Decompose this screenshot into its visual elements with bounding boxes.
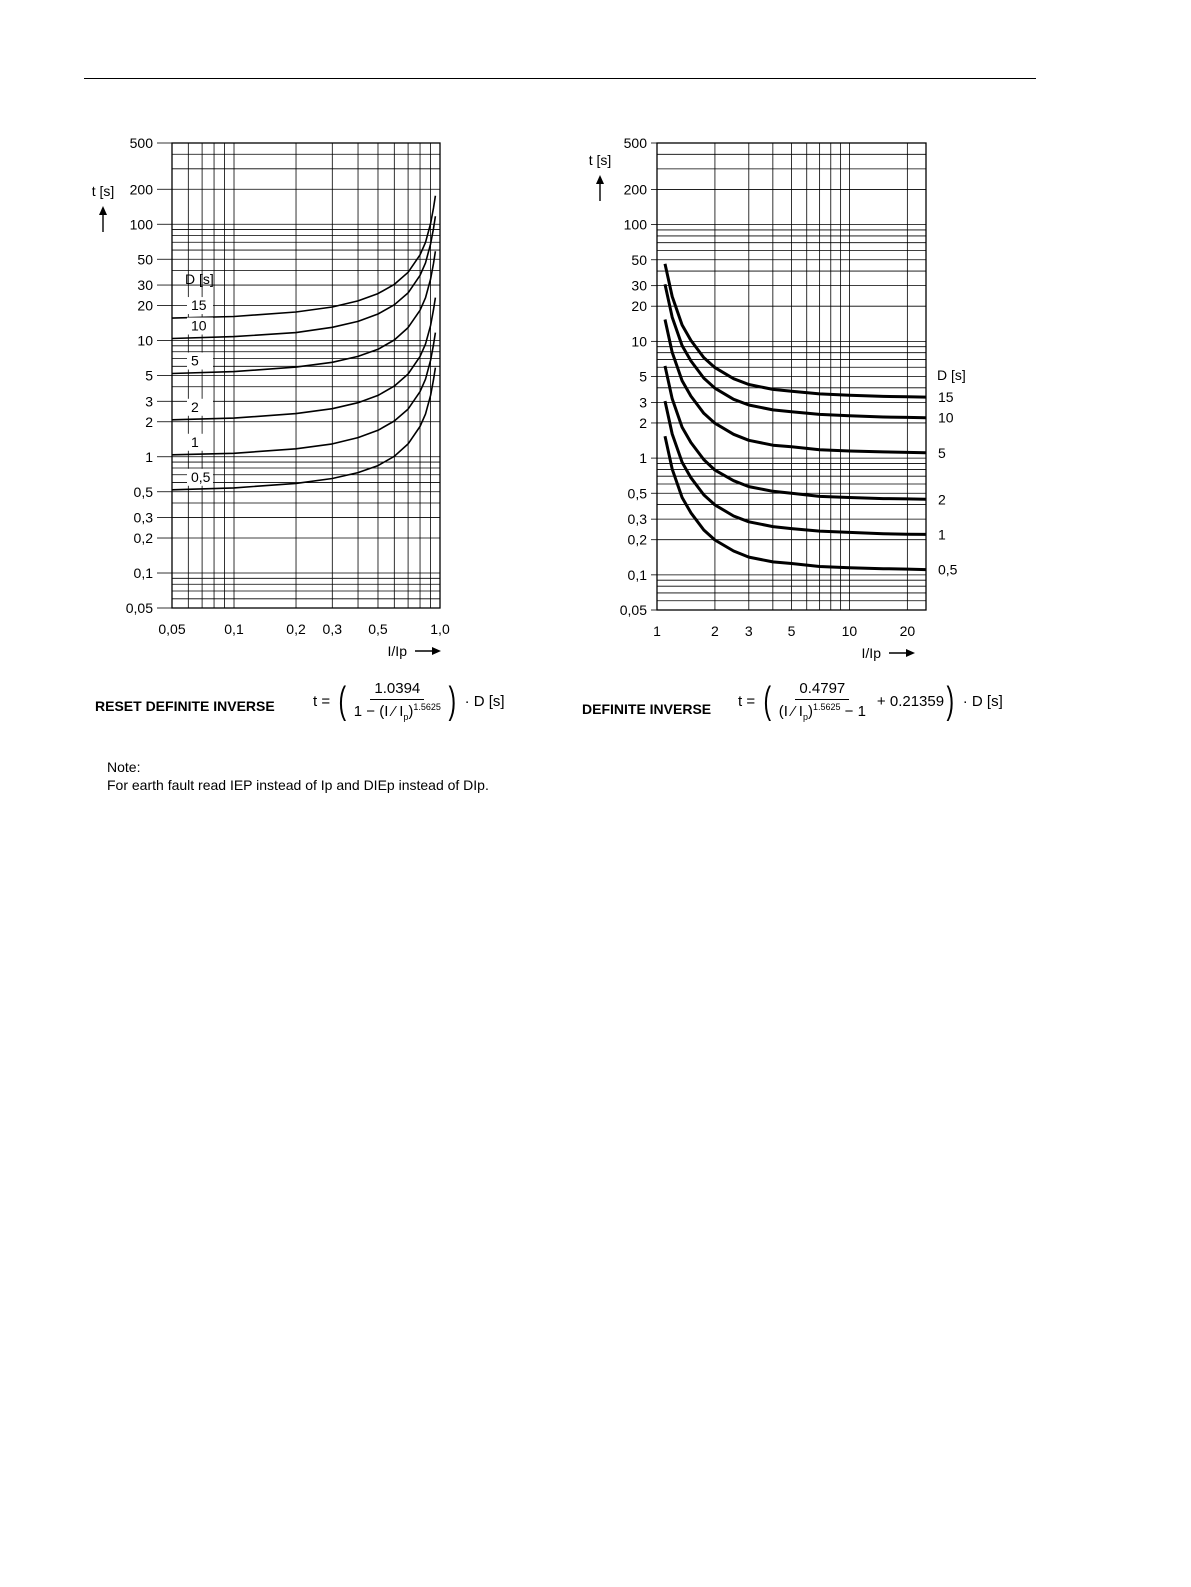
y-tick-label: 20: [631, 298, 647, 315]
x-axis-arrow-head: [432, 647, 441, 655]
left-formula-tail: · D [s]: [464, 692, 505, 710]
y-tick-label: 3: [639, 394, 647, 411]
note: [107, 758, 489, 794]
x-tick-label: 20: [899, 623, 916, 639]
y-tick-label: 20: [137, 297, 153, 314]
y-tick-label: 0,1: [627, 566, 647, 583]
right-formula: t = ( $\frac{0.4797}{(I ⁄ I_p)^{1.5625} - 1}$ + 0.21359 ) · D [s]: [738, 680, 1003, 722]
series-line-1: [665, 401, 926, 534]
y-tick-label: 5: [145, 367, 153, 384]
y-tick-label: 100: [623, 216, 647, 233]
y-tick-label: 0,3: [133, 509, 153, 526]
y-tick-label: 3: [145, 393, 153, 410]
x-axis-title: I/Ip: [861, 645, 881, 661]
x-tick-label: 1,0: [430, 621, 450, 637]
y-tick-label: 30: [137, 277, 153, 294]
y-tick-label: 30: [631, 277, 647, 294]
series-label: 1: [191, 433, 199, 450]
x-axis-arrow-head: [906, 649, 915, 657]
y-tick-label: 50: [631, 251, 647, 268]
y-tick-label: 0,05: [619, 602, 647, 618]
y-tick-label: 50: [137, 251, 153, 268]
y-tick-label: 0,05: [125, 600, 153, 616]
x-tick-label: 5: [787, 623, 796, 639]
right-formula-numerator: 0.4797: [795, 680, 849, 700]
x-tick-label: 0,5: [368, 621, 388, 637]
y-tick-label: 5: [639, 368, 647, 385]
right-formula-t: t =: [738, 692, 756, 710]
grid: [172, 143, 440, 608]
right-formula-denominator: (I ⁄ $I_p)^{1.5625} - 1$: [778, 702, 866, 722]
right-formula-plus: + 0.21359: [876, 692, 945, 710]
x-tick-label: 0,3: [322, 621, 343, 637]
y-axis-arrow-head: [596, 175, 604, 184]
y-tick-label: 0,1: [133, 565, 153, 582]
y-tick-label: 2: [145, 413, 153, 430]
x-tick-label: 3: [744, 623, 753, 639]
x-tick-label: 0,2: [286, 621, 306, 637]
y-axis-arrow-head: [99, 206, 107, 215]
note-text: For earth fault read IEP instead of Ip and DIEp instead of DIp.: [107, 777, 489, 793]
x-tick-label: 0,05: [158, 621, 186, 637]
y-tick-label: 10: [631, 333, 647, 350]
y-tick-label: 0,3: [627, 511, 647, 528]
series-label: 5: [191, 352, 199, 369]
left-formula-t: t =: [313, 692, 331, 710]
series-line-5: [665, 320, 926, 453]
right-formula-tail: · D [s]: [962, 692, 1003, 710]
series-label: 0,5: [938, 561, 958, 578]
series-label: 10: [191, 317, 207, 334]
y-axis-title: t [s]: [588, 152, 612, 168]
x-axis-title: I/Ip: [387, 643, 407, 659]
y-tick-label: 0,5: [627, 485, 647, 502]
y-tick-label: 0,2: [627, 531, 647, 548]
series-label: 15: [191, 297, 207, 314]
chart-reset-definite-inverse: [92, 135, 450, 659]
right-formula-title: DEFINITE INVERSE: [582, 701, 712, 717]
series-label: 10: [938, 409, 954, 426]
grid: [657, 143, 926, 610]
series-line-2: [665, 366, 926, 499]
y-tick-label: 500: [623, 135, 647, 151]
y-tick-label: 10: [137, 332, 153, 349]
y-axis-title: t [s]: [91, 183, 115, 199]
y-tick-label: 1: [145, 448, 153, 465]
x-tick-label: 0,1: [224, 621, 244, 637]
y-tick-label: 200: [623, 181, 647, 198]
x-tick-label: 2: [711, 623, 719, 639]
series-label: 15: [938, 389, 954, 406]
y-tick-label: 0,5: [133, 483, 153, 500]
chart-definite-inverse: [589, 135, 966, 661]
series-label: 5: [938, 444, 946, 461]
left-formula-denominator: 1 − (I ⁄ $I_p)^{1.5625}$: [353, 702, 441, 722]
left-formula: t = ( $\frac{1.0394}{1 - (I ⁄ I_p)^{1.5625}}$ ) · D [s]: [313, 680, 505, 722]
y-tick-label: 1: [639, 450, 647, 467]
series-label: 2: [938, 491, 946, 508]
x-tick-label: 1: [653, 623, 661, 639]
series-line-0-5: [665, 436, 926, 569]
legend-title: D [s]: [185, 271, 214, 287]
series-label: 2: [191, 398, 199, 415]
legend-title: D [s]: [937, 367, 966, 383]
note-title: Note:: [107, 759, 141, 775]
y-tick-label: 2: [639, 414, 647, 431]
y-tick-label: 200: [129, 181, 153, 198]
series-label: 1: [938, 526, 946, 543]
series-label: 0,5: [191, 468, 211, 485]
y-tick-label: 500: [129, 135, 153, 151]
y-tick-label: 100: [129, 216, 153, 233]
y-tick-label: 0,2: [133, 530, 153, 547]
left-formula-numerator: 1.0394: [370, 680, 424, 700]
x-tick-label: 10: [841, 623, 858, 639]
left-formula-title: RESET DEFINITE INVERSE: [95, 698, 275, 714]
